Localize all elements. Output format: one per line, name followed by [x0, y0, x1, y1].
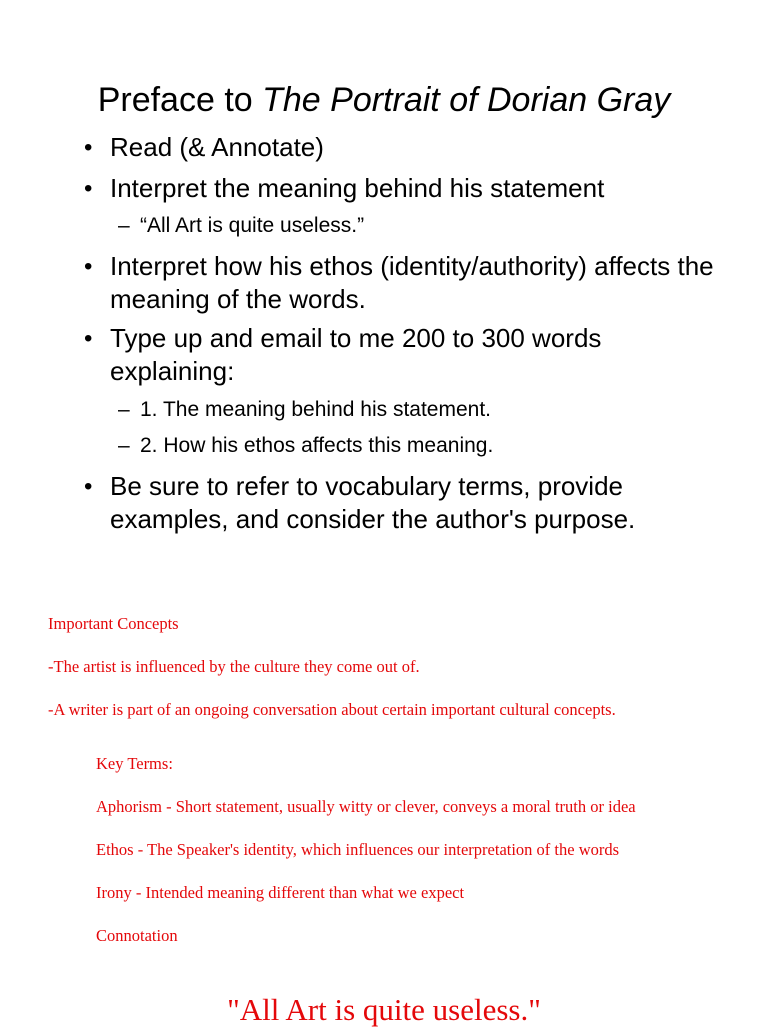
- title-prefix: Preface to: [97, 81, 263, 119]
- sub-bullet-text: “All Art is quite useless.”: [140, 214, 365, 237]
- concepts-heading: Important Concepts: [48, 614, 179, 633]
- key-term-irony: Irony - Intended meaning different than what we expect: [96, 883, 465, 902]
- bullet-text: Interpret how his ethos (identity/authority) affects the meaning of the words.: [110, 251, 714, 314]
- bullet-dot-icon: •: [84, 473, 93, 500]
- sub-bullet-item: [118, 396, 718, 424]
- bullet-dot-icon: •: [84, 134, 93, 161]
- key-term-connotation: Connotation: [96, 926, 178, 945]
- bullet-item: [84, 470, 724, 536]
- sub-bullet-text: 1. The meaning behind his statement.: [140, 398, 492, 421]
- bullet-text: Type up and email to me 200 to 300 words explaining:: [110, 323, 602, 386]
- concept-line: -The artist is influenced by the culture they come out of.: [48, 657, 420, 676]
- bullet-item: [84, 250, 724, 316]
- bullet-dot-icon: •: [84, 325, 93, 352]
- bullet-text: Be sure to refer to vocabulary terms, provide examples, and consider the author's purpose.: [110, 471, 636, 534]
- key-terms-heading: Key Terms:: [96, 754, 173, 773]
- slide-title: [0, 78, 768, 122]
- bullet-item: [84, 172, 724, 205]
- bullet-text: Interpret the meaning behind his statement: [110, 173, 605, 203]
- key-term-ethos: Ethos - The Speaker's identity, which influences our interpretation of the words: [96, 840, 620, 859]
- bullet-dot-icon: •: [84, 175, 93, 202]
- title-book-name: The Portrait of Dorian Gray: [262, 81, 671, 119]
- sub-bullet-item: [118, 212, 718, 240]
- bullet-text: Read (& Annotate): [110, 132, 324, 162]
- bullet-item: [84, 322, 724, 388]
- concept-line: -A writer is part of an ongoing conversation about certain important cultural concepts.: [48, 700, 616, 719]
- sub-bullet-dash-icon: –: [118, 434, 130, 457]
- quote-text: "All Art is quite useless.": [227, 992, 541, 1027]
- sub-bullet-dash-icon: –: [118, 214, 130, 237]
- bullet-dot-icon: •: [84, 253, 93, 280]
- bullet-item: [84, 131, 724, 164]
- sub-bullet-text: 2. How his ethos affects this meaning.: [140, 434, 494, 457]
- key-term-aphorism: Aphorism - Short statement, usually witty or clever, conveys a moral truth or idea: [96, 797, 636, 816]
- sub-bullet-dash-icon: –: [118, 398, 130, 421]
- sub-bullet-item: [118, 432, 718, 460]
